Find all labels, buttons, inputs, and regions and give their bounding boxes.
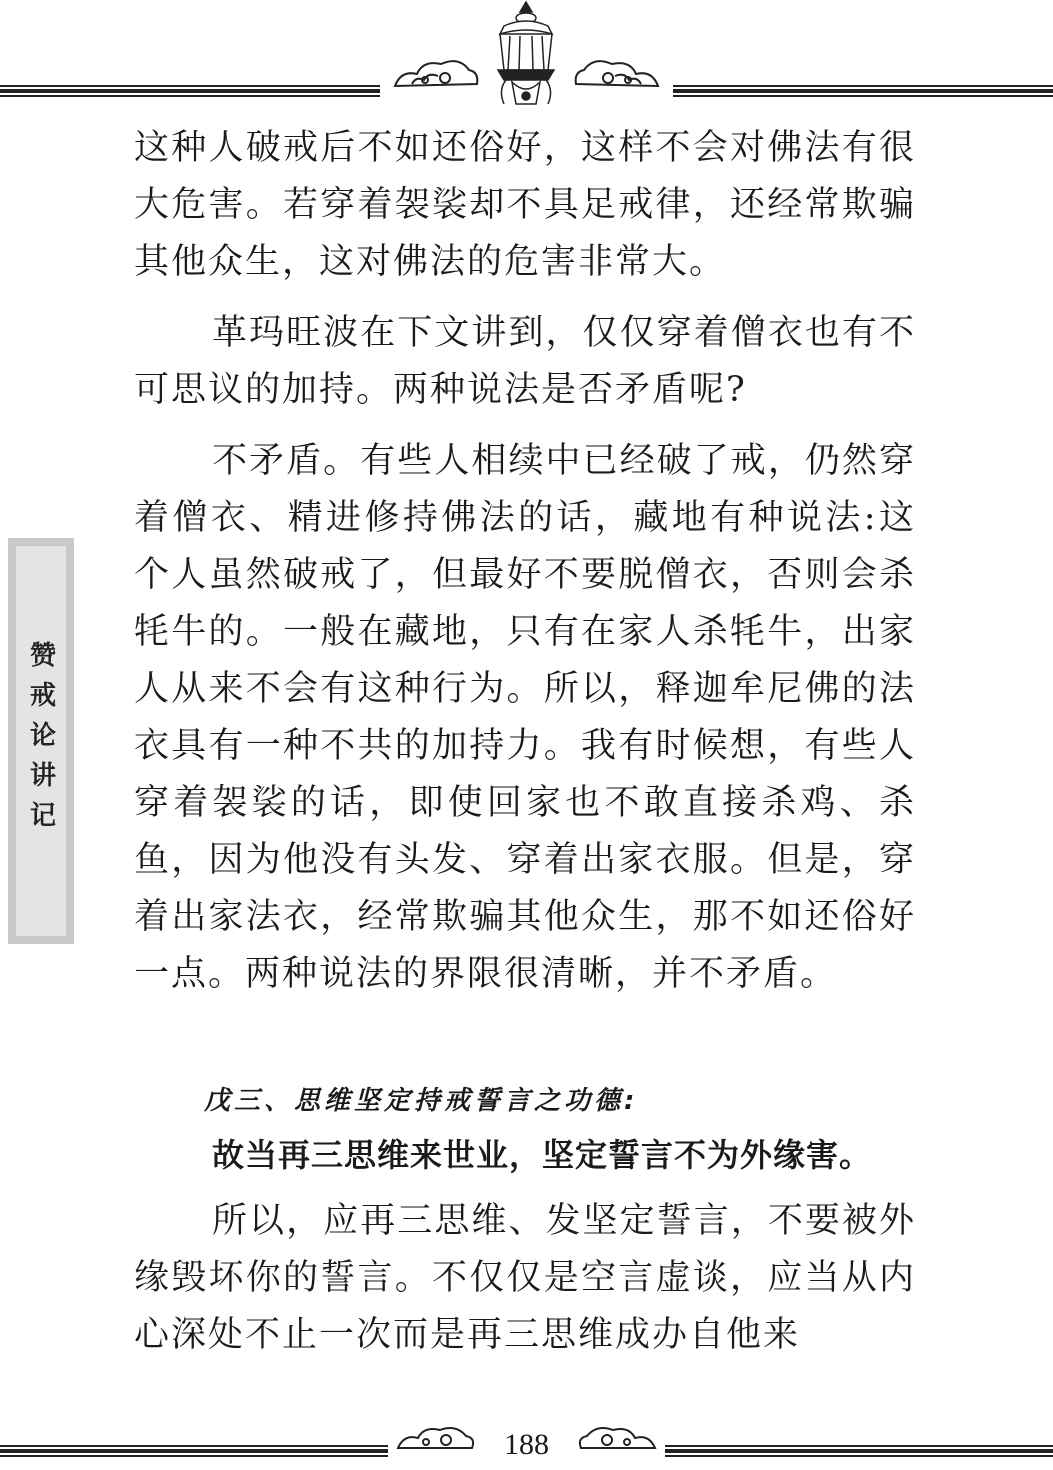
body-paragraph: 不矛盾。有些人相续中已经破了戒，仍然穿着僧衣、精进修持佛法的话，藏地有种说法:这个人虽然破戒了，但最好不要脱僧衣，否则会杀牦牛的。一般在藏地，只有在家人杀牦牛，出家人从来不会有这种行为。所以，释迦牟尼佛的法衣具有一种不共的加持力。我有时候想，有些人穿着袈裟的话，即使回家也不敢直接杀鸡、杀鱼，因为他没有头发、穿着出家衣服。但是，穿着出家法衣，经常欺骗其他众生，那不如还俗好一点。两种说法的界限很清晰，并不矛盾。 bbox=[134, 441, 916, 994]
side-tab-inner bbox=[16, 546, 66, 936]
section-heading: 戊三、思维坚定持戒誓言之功德: bbox=[204, 1086, 639, 1116]
side-tab bbox=[8, 538, 74, 944]
body-paragraph: 革玛旺波在下文讲到，仅仅穿着僧衣也有不可思议的加持。两种说法是否矛盾呢? bbox=[134, 313, 916, 410]
body-paragraph: 所以，应再三思维、发坚定誓言，不要被外缘毁坏你的誓言。不仅仅是空言虚谈，应当从内心深处不止一次而是再三思维成办自他来 bbox=[134, 1201, 916, 1355]
book-title-tab: 赞戒论讲记 bbox=[25, 641, 56, 841]
page-content bbox=[134, 120, 916, 1364]
verse-text: 故当再三思维来世业，坚定誓言不为外缘害。 bbox=[212, 1136, 873, 1174]
header-ornament bbox=[0, 0, 1053, 115]
page-number: 188 bbox=[504, 1428, 549, 1461]
body-paragraph: 这种人破戒后不如还俗好，这样不会对佛法有很大危害。若穿着袈裟却不具足戒律，还经常欺骗其他众生，这对佛法的危害非常大。 bbox=[134, 128, 916, 282]
